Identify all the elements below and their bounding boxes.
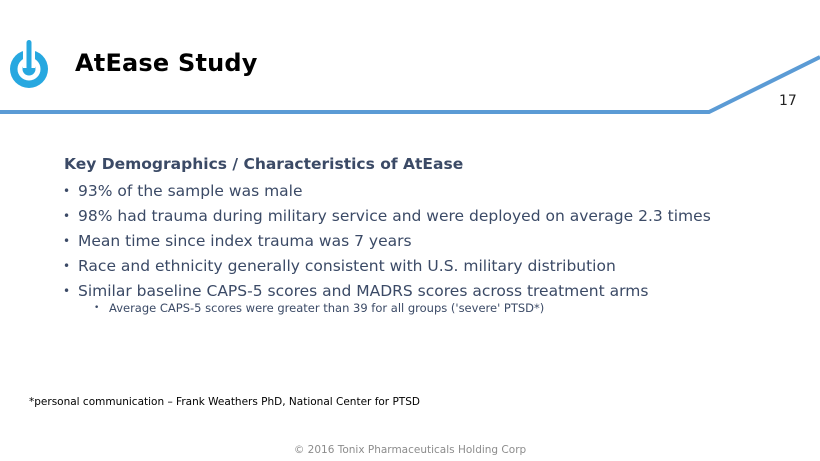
bullet-text: 98% had trauma during military service and were deployed on average 2.3 times — [78, 207, 711, 225]
bullet-dot: • — [63, 259, 71, 273]
sub-bullet-text: Average CAPS-5 scores were greater than 39 for all groups ('severe' PTSD*) — [109, 301, 545, 315]
section-heading: Key Demographics / Characteristics of AtEase — [64, 155, 464, 173]
copyright-notice: © 2016 Tonix Pharmaceuticals Holding Corp — [293, 444, 527, 456]
bullet-item — [63, 179, 803, 204]
bullet-dot: • — [63, 284, 71, 298]
sub-bullet-list — [63, 299, 803, 317]
bullet-text: Mean time since index trauma was 7 years — [78, 232, 412, 250]
page-number: 17 — [779, 93, 797, 109]
bullet-dot: • — [63, 184, 71, 198]
bullet-dot: • — [63, 234, 71, 248]
header-divider-line — [0, 0, 820, 130]
sub-bullet-item — [63, 299, 803, 317]
bullet-text: Similar baseline CAPS-5 scores and MADRS scores across treatment arms — [78, 282, 649, 300]
bullet-text: Race and ethnicity generally consistent with U.S. military distribution — [78, 257, 616, 275]
footnote: *personal communication – Frank Weathers PhD, National Center for PTSD — [29, 396, 420, 408]
sub-bullet-dot: • — [94, 303, 100, 313]
bullet-dot: • — [63, 209, 71, 223]
bullet-item — [63, 204, 803, 229]
bullet-text: 93% of the sample was male — [78, 182, 303, 200]
content-body — [63, 153, 803, 317]
bullet-item — [63, 229, 803, 254]
bullet-item — [63, 254, 803, 279]
slide-title: AtEase Study — [75, 49, 258, 77]
bullet-list — [63, 179, 803, 304]
